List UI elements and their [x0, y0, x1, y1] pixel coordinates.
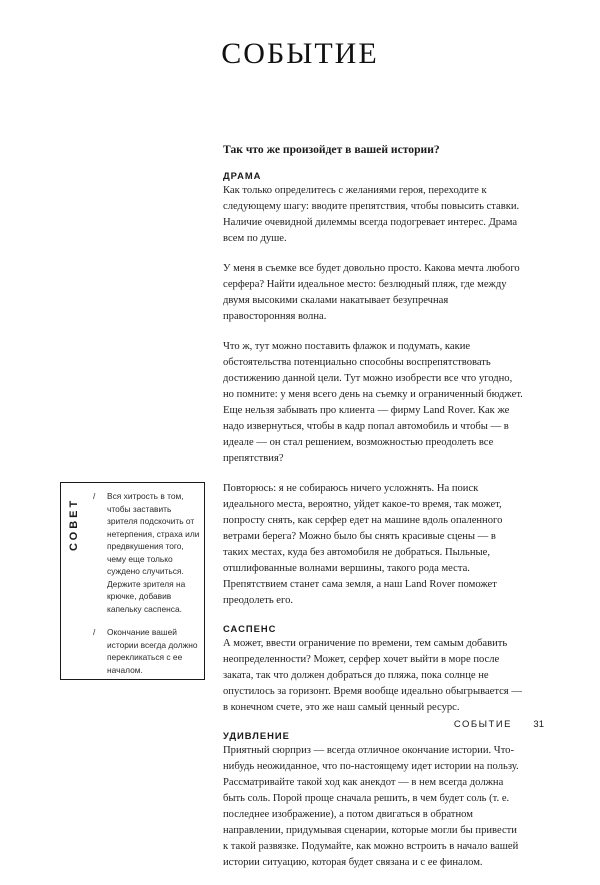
question-heading: Так что же произойдет в вашей истории? — [223, 143, 440, 156]
page-number: 31 — [533, 719, 544, 730]
drama-paragraph-2: У меня в съемке все будет довольно просто. Какова мечта любого серфера? Найти идеальное место: безлюдный пляж, где между двумя высокими скалами накатывает безупречная правосторонняя волна. — [223, 263, 520, 322]
main-column — [223, 143, 523, 885]
drama-paragraph-3: Что ж, тут можно поставить флажок и подумать, какие обстоятельства потенциально способны воспрепятствовать достижению данной цели. Тут можно изобрести все что угодно, но помните: у меня всего день на съемку и ограниченный бюджет. Еще нельзя забывать про клиента — фирму Land Rover. Как же надо извернуться, чтобы в кадр попал автомобиль и чтобы — в идеале — он стал решением, возможностью преодолеть все препятствия? — [223, 341, 523, 464]
tip-item — [93, 490, 201, 615]
drama-paragraph-1: Как только определитесь с желаниями героя, переходите к следующему шагу: вводите препятствия, чтобы повысить ставки. Наличие очевидной дилеммы всегда подогревает интерес. Драма всем по душе. — [223, 185, 520, 244]
tip-text: Вся хитрость в том, чтобы заставить зрителя подскочить от нетерпения, страха или предвкушения того, чему еще только суждено случиться. Держите зрителя на крючке, добавив капельку саспенса. — [107, 491, 200, 614]
tip-text: Окончание вашей истории всегда должно перекликаться с ее началом. — [107, 627, 198, 675]
suspense-paragraph: А может, ввести ограничение по времени, тем самым добавить неопределенности? Может, серфер хочет выйти в море после заката, так что должен добраться до пляжа, пока солнце не опустилось за горизонт. Время вообще идеально обыгрывается — в конечном счете, это же наш самый ценный ресурс. — [223, 638, 522, 713]
tip-sidebar — [60, 482, 205, 680]
sidebar-label: СОВЕТ — [68, 497, 80, 551]
tip-list — [93, 490, 201, 687]
suspense-heading: САСПЕНС — [223, 623, 277, 634]
page-footer — [0, 719, 600, 733]
drama-paragraph-4: Повторюсь: я не собираюсь ничего усложнять. На поиск идеального места, вероятно, уйдет какое-то время, так может, попросту снять, как серфер едет на машине вдоль опаленного ветрами берега? Можно было бы снять красивые сцены — в таких местах, куда без автомобиля не добраться. Пыльные, отшлифованные волнами вершины, такого рода места. Препятствием станет сама земля, а наш Land Rover поможет преодолеть его. — [223, 483, 503, 606]
tip-item — [93, 626, 201, 676]
slash-marker: / — [93, 491, 96, 501]
footer-section-title: СОБЫТИЕ — [453, 719, 512, 730]
surprise-heading: УДИВЛЕНИЕ — [223, 730, 290, 741]
drama-heading: ДРАМА — [223, 170, 262, 181]
slash-marker: / — [93, 627, 96, 637]
page-title: СОБЫТИЕ — [221, 37, 379, 70]
surprise-paragraph: Приятный сюрприз — всегда отличное окончание истории. Что-нибудь неожиданное, что по-настоящему идет истории на пользу. Рассматривайте такой ход как анекдот — в нем всегда должна быть соль. Порой проще сначала решить, в чем будет соль (т. е. последнее изображение), а потом двигаться в обратном направлении, придумывая сценарии, которые могли бы привести к такой развязке. Подумайте, как можно встроить в начало вашей истории ситуацию, которая будет связана и с ее финалом. — [223, 745, 519, 868]
